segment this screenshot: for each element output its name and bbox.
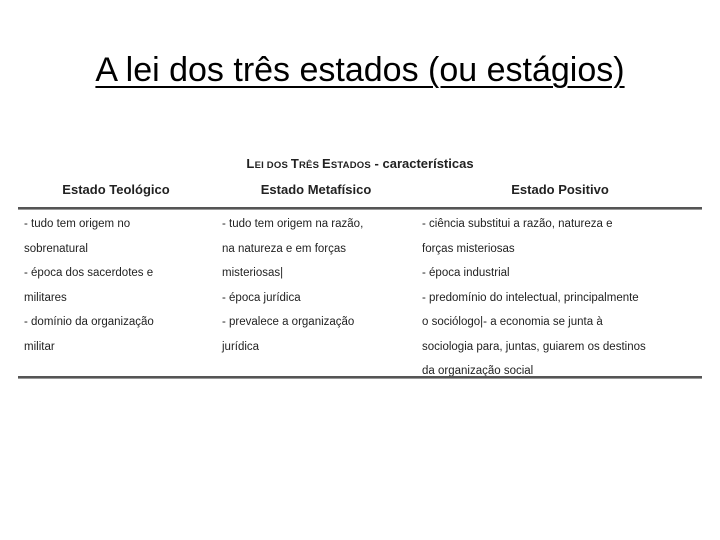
column-metafisico: [222, 212, 412, 359]
cell-line: - época dos sacerdotes e: [24, 267, 154, 279]
table-caption: LEI DOS TRÊS ESTADOS - características: [246, 156, 474, 171]
header-estado-positivo: Estado Positivo: [511, 182, 609, 197]
table-bottom-rule: [18, 376, 702, 379]
comparison-table-image: [18, 154, 702, 384]
cell-line: - predomínio do intelectual, principalmente: [422, 291, 639, 304]
cell-line: forças misteriosas: [422, 242, 515, 255]
cell-line: - tudo tem origem no: [24, 218, 131, 230]
slide-title: A lei dos três estados (ou estágios): [95, 51, 625, 89]
cell-line: sociologia para, juntas, guiarem os destinos: [422, 340, 646, 353]
cell-line: militar: [24, 340, 55, 353]
cell-line: sobrenatural: [24, 242, 88, 255]
header-estado-teologico: Estado Teológico: [62, 182, 170, 197]
cell-line: - domínio da organização: [24, 316, 154, 328]
cell-line: na natureza e em forças: [222, 242, 347, 255]
column-positivo: [422, 212, 702, 384]
cell-line: misteriosas|: [222, 267, 284, 279]
cell-line: jurídica: [222, 340, 260, 353]
cell-line: - tudo tem origem na razão,: [222, 218, 364, 230]
column-teologico: [24, 212, 214, 359]
cell-line: - prevalece a organização: [222, 316, 355, 328]
table-top-rule: [18, 207, 702, 210]
header-estado-metafisico: Estado Metafísico: [260, 182, 372, 197]
cell-line: militares: [24, 291, 67, 304]
cell-line: - ciência substitui a razão, natureza e: [422, 218, 613, 230]
cell-line: - época industrial: [422, 267, 510, 279]
cell-line: da organização social: [422, 365, 534, 377]
cell-line: - época jurídica: [222, 291, 301, 304]
table-header-row: [18, 182, 702, 202]
cell-line: o sociólogo|- a economia se junta à: [422, 316, 603, 328]
